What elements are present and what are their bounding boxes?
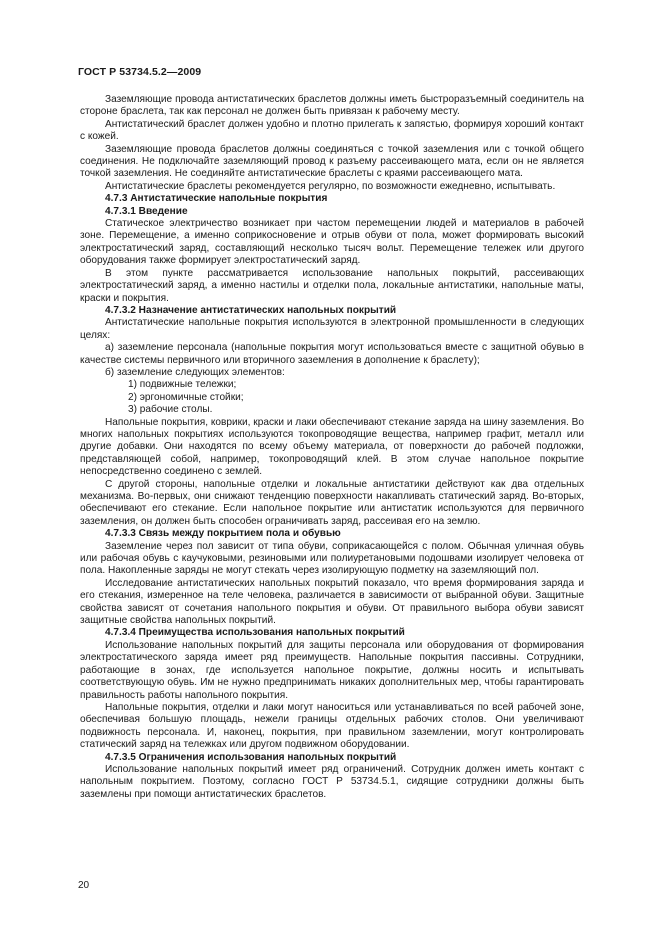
document-header: ГОСТ Р 53734.5.2—2009 bbox=[78, 66, 202, 78]
paragraph: Антистатический браслет должен удобно и плотно прилегать к запястью, формируя хороший контакт с кожей. bbox=[80, 118, 584, 143]
page-number: 20 bbox=[78, 880, 90, 891]
paragraph: Использование напольных покрытий для защиты персонала или оборудования от формирования электростатического заряда имеет ряд преимуществ. Напольные покрытия пассивны. Сотрудники, работающие в зонах, где используется напольное покрытие, должны носить и испытывать соответствующую обувь. Им не нужно предпринимать никаких дополнительных мер, чтобы гарантировать правильность работы напольного покрытия. bbox=[80, 639, 584, 701]
section-heading: 4.7.3.4 Преимущества использования напольных покрытий bbox=[105, 627, 405, 639]
paragraph: Напольные покрытия, отделки и лаки могут наноситься или устанавливаться по всей рабочей зоне, обеспечивая большую площадь, нежели границы отдельных рабочих столов. Они увеличивают подвижность персонала. И, наконец, покрытия, при правильном заземлении, могут контролировать статический заряд на тележках или другом подвижном оборудовании. bbox=[80, 701, 584, 751]
paragraph: В этом пункте рассматривается использование напольных покрытий, рассеивающих электростатический заряд, а именно настилы и отделки пола, локальные антистатики, напольные маты, краски и покрытия. bbox=[80, 267, 584, 304]
paragraph: С другой стороны, напольные отделки и локальные антистатики действуют как два отдельных механизма. Во-первых, они снижают тенденцию поверхности накапливать статический заряд. Во-вторых, обеспечивают его стекание. Если напольное покрытие или антистатик используются для первичного заземления, он должен быть способен ограничивать заряд, рассеивая его на землю. bbox=[80, 478, 584, 527]
paragraph: Статическое электричество возникает при частом перемещении людей и материалов в рабочей зоне. Перемещение, а именно соприкосновение и отрыв обуви от пола, может формировать высокий электростатический заряд, составляющий несколько тысяч вольт. Перемещение тележек или другого оборудования также формирует электростатический заряд. bbox=[80, 218, 584, 267]
paragraph: Заземление через пол зависит от типа обуви, соприкасающейся с полом. Обычная уличная обувь или рабочая обувь с каучуковыми, резиновыми или полиуретановыми подошвами изолирует человека от пола. Накопленные заряды не могут стекать через изолирующую подметку на заземляющий пол. bbox=[80, 540, 584, 577]
list-item: 3) рабочие столы. bbox=[128, 404, 213, 416]
list-item: а) заземление персонала (напольные покрытия могут использоваться вместе с защитной обувью в качестве системы первичного или вторичного заземления в дополнение к браслету); bbox=[80, 342, 584, 366]
paragraph: Исследование антистатических напольных покрытий показало, что время формирования заряда и его стекания, измеренное на теле человека, различается в зависимости от выбранной обуви. Защитные свойства зависят от сочетания напольного покрытия и обуви. От правильного выбора обуви зависят защитные свойства напольных покрытий. bbox=[80, 577, 584, 627]
section-heading: 4.7.3.2 Назначение антистатических напольных покрытий bbox=[105, 304, 397, 316]
list-item: 2) эргономичные стойки; bbox=[128, 391, 244, 403]
paragraph: Использование напольных покрытий имеет ряд ограничений. Сотрудник должен иметь контакт с напольным покрытием. Поэтому, согласно ГОСТ Р 53734.5.1, сидящие сотрудники должны быть заземлены при помощи антистатических браслетов. bbox=[80, 763, 584, 800]
paragraph: Антистатические браслеты рекомендуется регулярно, по возможности ежедневно, испытывать. bbox=[105, 180, 556, 192]
document-body bbox=[80, 94, 584, 801]
section-heading: 4.7.3 Антистатические напольные покрытия bbox=[105, 193, 328, 205]
section-heading: 4.7.3.5 Ограничения использования напольных покрытий bbox=[105, 751, 397, 763]
list-item: 1) подвижные тележки; bbox=[128, 379, 237, 391]
paragraph: Напольные покрытия, коврики, краски и лаки обеспечивают стекание заряда на шину заземления. Во многих напольных покрытиях используются токопроводящие вещества, например графит, металл или другие добавки. Они находятся по всему объему материала, от поверхности до рабочей подложки, представляющей собой, например, токопроводящий клей. В этом случае напольное покрытие непосредственно соединено с землей. bbox=[80, 416, 584, 478]
paragraph: Заземляющие провода антистатических браслетов должны иметь быстроразъемный соединитель на стороне браслета, так как персонал не должен быть привязан к рабочему месту. bbox=[80, 94, 584, 118]
paragraph: Заземляющие провода браслетов должны соединяться с точкой заземления или с точкой общего соединения. Не подключайте заземляющий провод к разъему рассеивающего мата, если он не является точкой заземления. Не соединяйте антистатические браслеты с краями рассеивающего мата. bbox=[80, 143, 584, 180]
list-item: б) заземление следующих элементов: bbox=[105, 366, 285, 378]
section-heading: 4.7.3.3 Связь между покрытием пола и обувью bbox=[105, 528, 341, 540]
paragraph: Антистатические напольные покрытия используются в электронной промышленности в следующих целях: bbox=[80, 317, 584, 341]
section-heading: 4.7.3.1 Введение bbox=[105, 205, 188, 217]
